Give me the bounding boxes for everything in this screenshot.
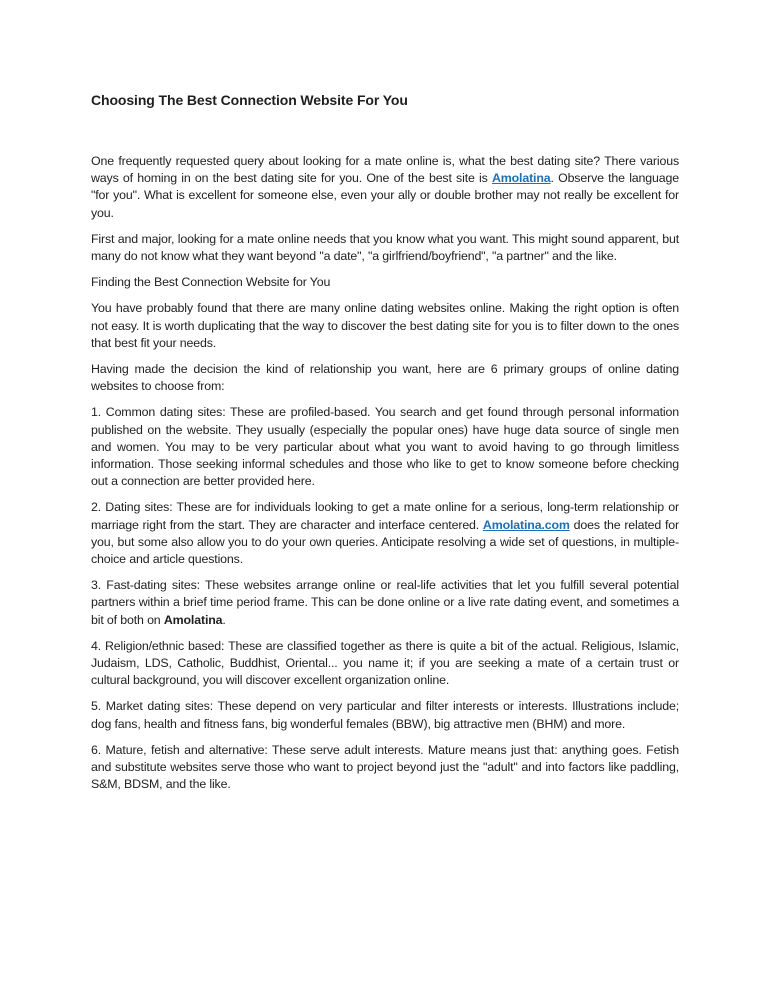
paragraph-many-websites: You have probably found that there are many online dating websites online. Making the right option is often not easy. It is worth duplicating that the way to discover the best dating site for you is to filter down to the ones that best fit your needs.	[91, 301, 679, 350]
paragraph-common-dating-sites: 1. Common dating sites: These are profiled-based. You search and get found through personal information published on the website. They usually (especially the popular ones) have huge data source of single men and women. You may to be very particular about what you want to avoid having to go through limitless information. Those seeking informal schedules and those who like to get to know someone before checking out a connection are better provided here.	[91, 405, 679, 489]
amolatina-com-link[interactable]: Amolatina.com	[482, 517, 570, 532]
paragraph-religion-ethnic: 4. Religion/ethnic based: These are classified together as there is quite a bit of the actual. Religious, Islamic, Judaism, LDS, Catholic, Buddhist, Oriental... you name it; if you are seeking a mate of a certain trust or cultural background, you will discover excellent organization online.	[91, 638, 679, 688]
paragraph-text: 2. Dating sites: These are for individuals looking to get a mate online for a serious, long-term relationship or marriage right from the start. They are character and interface centered.	[91, 500, 679, 532]
paragraph-know-what-you-want: First and major, looking for a mate online needs that you know what you want. This might sound apparent, but many do not know what they want beyond "a date", "a girlfriend/boyfriend", "a partner" and the like.	[91, 231, 679, 264]
paragraph-fast-dating-sites	[91, 577, 679, 629]
paragraph-text: . Observe the language "for you". What is excellent for someone else, even your ally or double brother may not really be excellent for you.	[91, 171, 679, 220]
amolatina-link[interactable]: Amolatina	[491, 171, 551, 186]
amolatina-bold-text: Amolatina	[163, 612, 223, 627]
paragraph-mature-fetish: 6. Mature, fetish and alternative: These serve adult interests. Mature means just that: anything goes. Fetish and substitute websites serve those who want to project beyond just the "adult" and into factors like paddling, S&M, BDSM, and the like.	[91, 742, 679, 792]
paragraph-six-groups: Having made the decision the kind of relationship you want, here are 6 primary groups of online dating websites to choose from:	[91, 362, 679, 394]
paragraph-text: .	[222, 612, 226, 627]
paragraph-subheading: Finding the Best Connection Website for You	[91, 275, 331, 290]
paragraph-dating-sites	[91, 499, 679, 568]
paragraph-intro	[91, 153, 679, 222]
paragraph-text: 3. Fast-dating sites: These websites arrange online or real-life activities that let you fulfill several potential partners within a brief time period frame. This can be done online or a live rate dating event, and sometimes a bit of both on	[91, 578, 679, 627]
document-page	[91, 92, 679, 803]
paragraph-text: does the related for you, but some also allow you to do your own queries. Anticipate resolving a wide set of questions, in multiple-choice and article questions.	[91, 517, 679, 567]
paragraph-market-dating-sites: 5. Market dating sites: These depend on very particular and filter interests or interests. Illustrations include; dog fans, health and fitness fans, big wonderful females (BBW), big attractive men (BHM) and more.	[91, 699, 679, 731]
document-title: Choosing The Best Connection Website For You	[91, 92, 408, 108]
paragraph-text: One frequently requested query about looking for a mate online is, what the best dating site? There various ways of homing in on the best dating site for you. One of the best site is	[91, 154, 679, 186]
